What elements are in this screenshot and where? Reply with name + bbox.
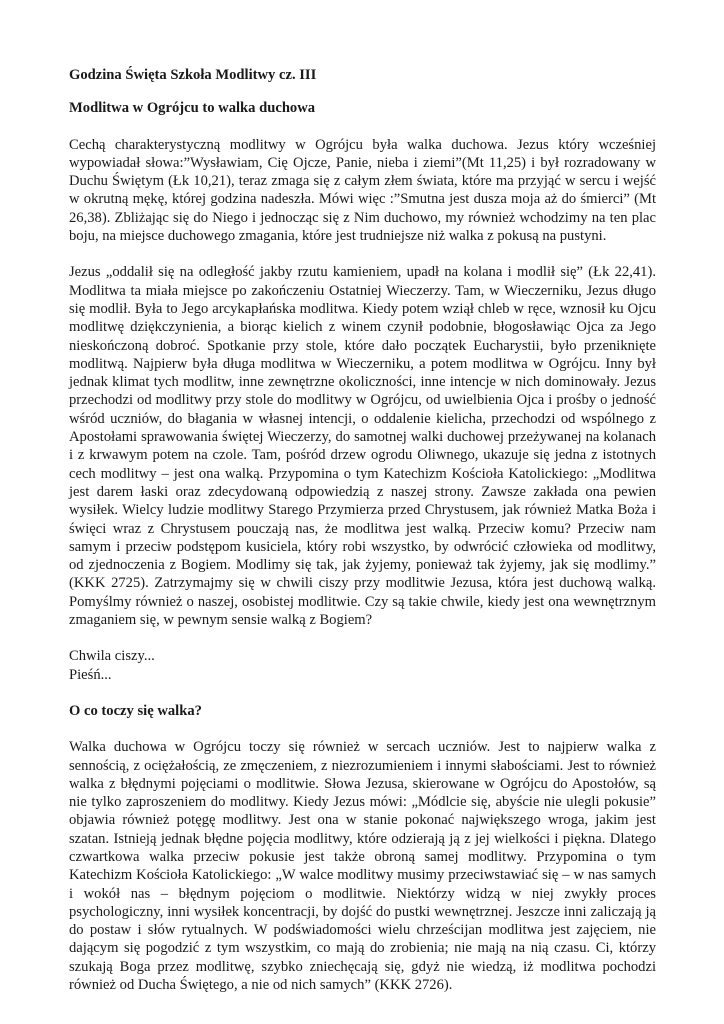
document-title: Godzina Święta Szkoła Modlitwy cz. III	[69, 67, 317, 83]
document-page	[69, 66, 656, 1012]
section-heading-spiritual-battle: Modlitwa w Ogrójcu to walka duchowa	[69, 100, 316, 117]
pause-block	[69, 647, 656, 684]
paragraph-1: Cechą charakterystyczną modlitwy w Ogrójcu była walka duchowa. Jezus który wcześniej wypowiadał słowa:”Wysławiam, Cię Ojcze, Panie, nieba i ziemi”(Mt 11,25) i był rozradowany w Duchu Świętym (Łk 10,21), teraz zmaga się z całym złem świata, które ma przyjąć w sercu i wejść w okrutną mękę, której godzina nadeszła. Mówi więc :”Smutna jest dusza moja aż do śmierci” (Mt 26,38). Zbliżając się do Niego i jednocząc się z Nim duchowo, my również wchodzimy na ten plac boju, na miejsce duchowego zmagania, które jest trudniejsze niż walka z pokusą na pustyni.	[69, 136, 656, 245]
pause-line-song: Pieśń...	[69, 666, 112, 683]
section-heading-what-battle: O co toczy się walka?	[69, 702, 202, 719]
paragraph-3: Walka duchowa w Ogrójcu toczy się również w sercach uczniów. Jest to najpierw walka z sennością, z ociężałością, ze zmęczeniem, z niezrozumieniem i innymi słabościami. Jest to również walka z błędnymi pojęciami o modlitwie. Słowa Jezusa, skierowane w Ogrójcu do Apostołów, są nie tylko zaproszeniem do modlitwy. Kiedy Jezus mówi: „Módlcie się, abyście nie ulegli pokusie” objawia również potęgę modlitwy. Jest ona w stanie pokonać największego wroga, jakim jest szatan. Istnieją jednak błędne pojęcia modlitwy, które odzierają ją z jej wielkości i piękna. Dlatego czwartkowa walka przeciw pokusie jest także obroną samej modlitwy. Przypomina o tym Katechizm Kościoła Katolickiego: „W walce modlitwy musimy przeciwstawiać się – w nas samych i wokół nas – błędnym pojęciom o modlitwie. Niektórzy widzą w niej zwykły proces psychologiczny, inni wysiłek koncentracji, by dojść do pustki wewnętrznej. Jeszcze inni zaliczają ją do postaw i słów rytualnych. W podświadomości wielu chrześcijan modlitwa jest zajęciem, nie dającym się pogodzić z tym wszystkim, co mają do zrobienia; nie mają na nią czasu. Ci, którzy szukają Boga przez modlitwę, szybko zniechęcają się, gdyż nie wiedzą, iż modlitwa pochodzi również od Ducha Świętego, a nie od nich samych” (KKK 2726).	[69, 739, 656, 994]
pause-line-silence: Chwila ciszy...	[69, 648, 155, 665]
paragraph-2: Jezus „oddalił się na odległość jakby rzutu kamieniem, upadł na kolana i modlił się” (Łk 22,41). Modlitwa ta miała miejsce po zakończeniu Ostatniej Wieczerzy. Tam, w Wieczerniku, Jezus długo się modlił. Była to Jego arcykapłańska modlitwa. Kiedy potem wziął chleb w ręce, wznosił ku Ojcu modlitwę dziękczynienia, a biorąc kielich z winem czynił podobnie, błogosławiąc Ojca za Jego nieskończoną dobroć. Spotkanie przy stole, które dało początek Eucharystii, było przeniknięte modlitwą. Najpierw była długa modlitwa w Wieczerniku, a potem modlitwa w Ogrójcu. Inny był jednak klimat tych modlitw, inne zewnętrzne okoliczności, inne intencje w nich dominowały. Jezus przechodzi od modlitwy przy stole do modlitwy w Ogrójcu, od uwielbienia Ojca i prośby o jedność wśród uczniów, do błagania w własnej intencji, o oddalenie kielicha, przechodzi od wspólnego z Apostołami sprawowania świętej Wieczerzy, do samotnej walki duchowej przeżywanej na kolanach i z krwawym potem na czole. Tam, pośród drzew ogrodu Oliwnego, ukazuje się jedna z istotnych cech modlitwy – jest ona walką. Przypomina o tym Katechizm Kościoła Katolickiego: „Modlitwa jest darem łaski oraz zdecydowaną odpowiedzią z naszej strony. Zawsze zakłada ona pewien wysiłek. Wielcy ludzie modlitwy Starego Przymierza przed Chrystusem, jak również Matka Boża i święci wraz z Chrystusem pouczają nas, że modlitwa jest walką. Przeciw komu? Przeciw nam samym i przeciw podstępom kusiciela, który robi wszystko, by odwrócić człowieka od modlitwy, od zjednoczenia z Bogiem. Modlimy się tak, jak żyjemy, ponieważ tak żyjemy, jak się modlimy.” (KKK 2725). Zatrzymajmy się w chwili ciszy przy modlitwie Jezusa, która jest duchową walką. Pomyślmy również o naszej, osobistej modlitwie. Czy są takie chwile, kiedy jest ona wewnętrznym zmaganiem się, w pewnym sensie walką z Bogiem?	[69, 264, 656, 629]
